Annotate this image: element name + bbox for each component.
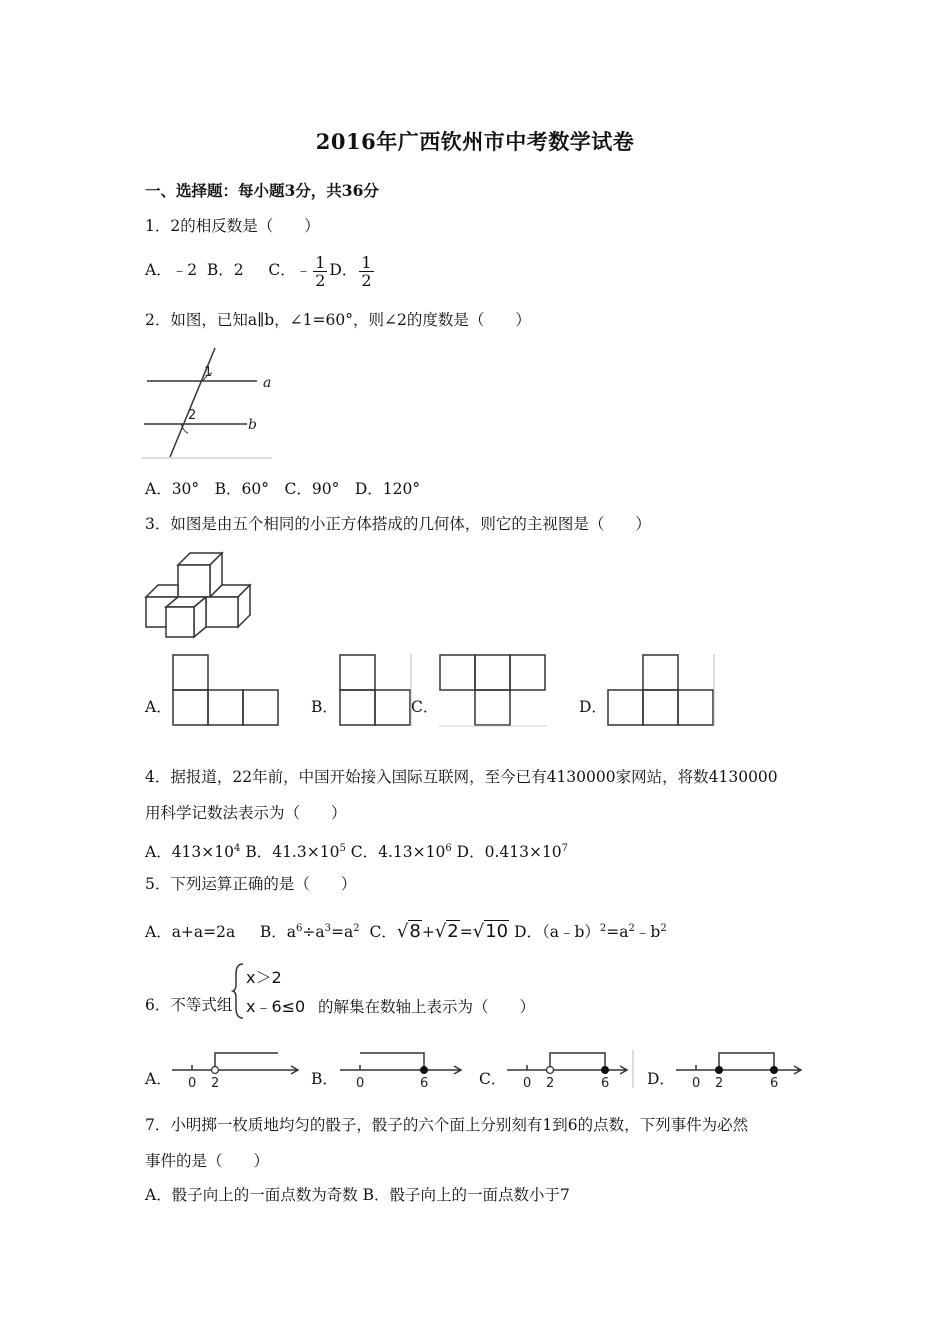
- q6-numberline-d: [674, 1048, 809, 1093]
- question-7-options: A．骰子向上的一面点数为奇数 B．骰子向上的一面点数小于7: [145, 1186, 570, 1204]
- q6-numberline-c: [505, 1048, 640, 1093]
- q5-option-a: A．a+a=2a: [145, 923, 236, 941]
- svg-text:0: 0: [188, 1076, 197, 1091]
- q1-option-b: B．2: [206, 261, 244, 279]
- q1-option-c: C．﹣: [268, 261, 312, 279]
- question-5-stem: 5．下列运算正确的是（ ）: [145, 875, 357, 893]
- question-2-options: A．30° B．60° C．90° D．120°: [145, 480, 421, 498]
- q6-option-c: C．: [479, 1070, 507, 1088]
- q3-view-a: [172, 654, 280, 728]
- q6-option-a: A．: [145, 1070, 172, 1088]
- cubes-3d-figure: [145, 552, 255, 642]
- svg-text:6: 6: [770, 1076, 779, 1091]
- question-4-options: A．$413\times 10^4$ B．$41.3\times 10^5$ C．$4.13\times 10^6$ D．$0.413\times 10^7$: [145, 843, 569, 861]
- svg-text:0: 0: [692, 1076, 701, 1091]
- svg-text:0: 0: [523, 1076, 532, 1091]
- question-2-stem: 2．如图，已知a∥b，∠1=60°，则∠2的度数是（ ）: [145, 311, 531, 329]
- q6-option-b: B．: [311, 1070, 338, 1088]
- q3-option-c: C．: [411, 698, 439, 716]
- section-heading: 一、选择题：每小题3分，共36分: [145, 181, 379, 200]
- angle-1-label: 1: [204, 365, 213, 380]
- inequality-brace: [233, 962, 245, 1020]
- q6-numberline-a: [170, 1048, 305, 1093]
- parallel-lines-figure: [142, 345, 282, 460]
- q1-fraction-d: $\frac{1}{2}$: [361, 252, 372, 290]
- question-5-options: [145, 919, 667, 942]
- svg-text:0: 0: [356, 1076, 365, 1091]
- q3-option-a: A．: [145, 698, 172, 716]
- q3-option-d: D．: [579, 698, 607, 716]
- angle-2-label: 2: [188, 408, 197, 423]
- line-b-label: b: [248, 417, 257, 433]
- svg-text:2: 2: [546, 1076, 555, 1091]
- q5-option-c: C．√8+√2=√10: [369, 921, 509, 942]
- svg-text:2: 2: [211, 1076, 220, 1091]
- svg-text:6: 6: [420, 1076, 429, 1091]
- question-4-stem-line2: 用科学记数法表示为（ ）: [145, 804, 347, 822]
- q6-option-d: D．: [647, 1070, 675, 1088]
- q5-option-d: D．$(a﹣b)^2=a^2﹣b^2$: [514, 923, 667, 941]
- question-6-stem-pre: 6．不等式组: [145, 996, 233, 1014]
- q1-option-d: D．: [329, 261, 358, 279]
- question-3-stem: 3．如图是由五个相同的小正方体搭成的几何体，则它的主视图是（ ）: [145, 515, 651, 533]
- question-4-stem-line1: 4．据报道，22年前，中国开始接入国际互联网，至今已有4130000家网站，将数4130000: [145, 768, 778, 786]
- q1-option-a: A．﹣2: [145, 261, 198, 279]
- q6-numberline-b: [338, 1048, 468, 1093]
- q3-view-c: [439, 654, 549, 728]
- question-6-stem-post: 的解集在数轴上表示为（ ）: [318, 998, 536, 1016]
- question-1-stem: 1．2的相反数是（ ）: [145, 217, 320, 235]
- svg-text:6: 6: [601, 1076, 610, 1091]
- q3-option-b: B．: [311, 698, 338, 716]
- inequality-1: x＞2: [246, 968, 282, 987]
- q5-option-b: B．$a^6\div a^3=a^2$: [259, 923, 360, 941]
- q1-fraction-c: $\frac{1}{2}$: [315, 252, 326, 290]
- q3-view-b: [339, 654, 413, 728]
- question-1-options: [145, 250, 376, 290]
- page-title: 2016年广西钦州市中考数学试卷: [315, 129, 635, 154]
- line-a-label: a: [263, 375, 272, 391]
- question-7-stem-line2: 事件的是（ ）: [145, 1152, 270, 1170]
- inequality-2: x﹣6≤0: [246, 997, 306, 1016]
- q3-view-d: [607, 654, 717, 728]
- question-7-stem-line1: 7．小明掷一枚质地均匀的骰子，骰子的六个面上分别刻有1到6的点数，下列事件为必然: [145, 1116, 749, 1134]
- svg-text:2: 2: [715, 1076, 724, 1091]
